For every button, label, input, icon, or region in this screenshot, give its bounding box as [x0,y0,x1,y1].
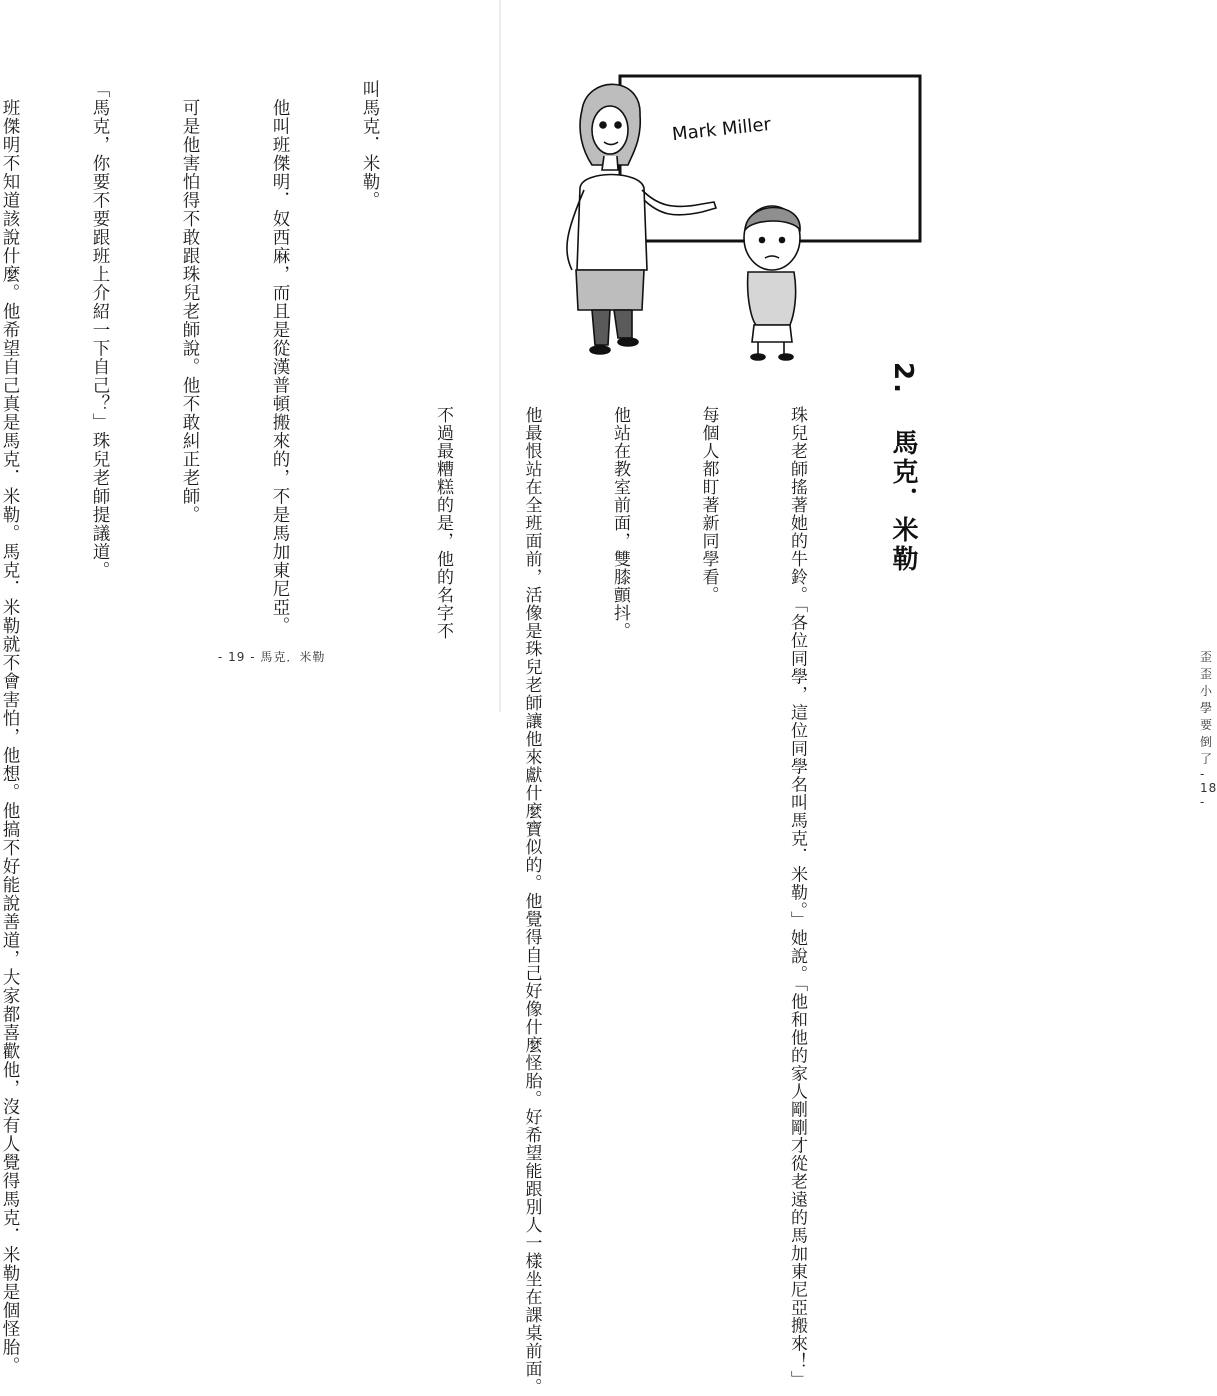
right-page-footer: 歪歪小學要倒了 - 18 - [1200,650,1217,809]
teacher-illustration [562,70,932,360]
paragraph: 「馬克，你要不要跟班上介紹一下自己？」珠兒老師提議道。 [90,80,110,580]
chapter-title: 馬克．米勒 [888,428,918,574]
paragraph: 他站在教室前面，雙膝顫抖。 [610,388,630,640]
board-text: Mark Miller [671,113,772,146]
boy-figure [744,206,800,360]
paragraph: 他最恨站在全班面前，活像是珠兒老師讓他來獻什麼寶似的。他覺得自己好像什麼怪胎。好希望能跟別人一樣坐在課桌前面。 [521,388,542,1396]
chapter-number: 2. [888,362,918,396]
chapter-heading [885,362,922,574]
right-page-body [433,388,870,1396]
paragraph: 不過最糟糕的是，他的名字不 [433,388,453,640]
paragraph: 可是他害怕得不敢跟珠兒老師說。他不敢糾正老師。 [180,80,200,524]
paragraph: 每個人都盯著新同學看。 [698,388,719,604]
paragraph: 班傑明不知道該說什麼。他希望自己真是馬克．米勒。馬克．米勒就不會害怕，他想。他搞不好能說善道，大家都喜歡他，沒有人覺得馬克．米勒是個怪胎。 [0,80,20,1375]
paragraph: 他叫班傑明．奴西麻，而且是從漢普頓搬來的，不是馬加東尼亞。 [270,80,290,635]
left-page-footer: - 19 - 馬克．米勒 [218,650,326,664]
paragraph: 叫馬克．米勒。 [360,80,380,210]
paragraph: 珠兒老師搖著她的牛鈴。「各位同學，這位同學名叫馬克．米勒。」她說。「他和他的家人剛剛才從老遠的馬加東尼亞搬來！」 [787,388,807,1389]
